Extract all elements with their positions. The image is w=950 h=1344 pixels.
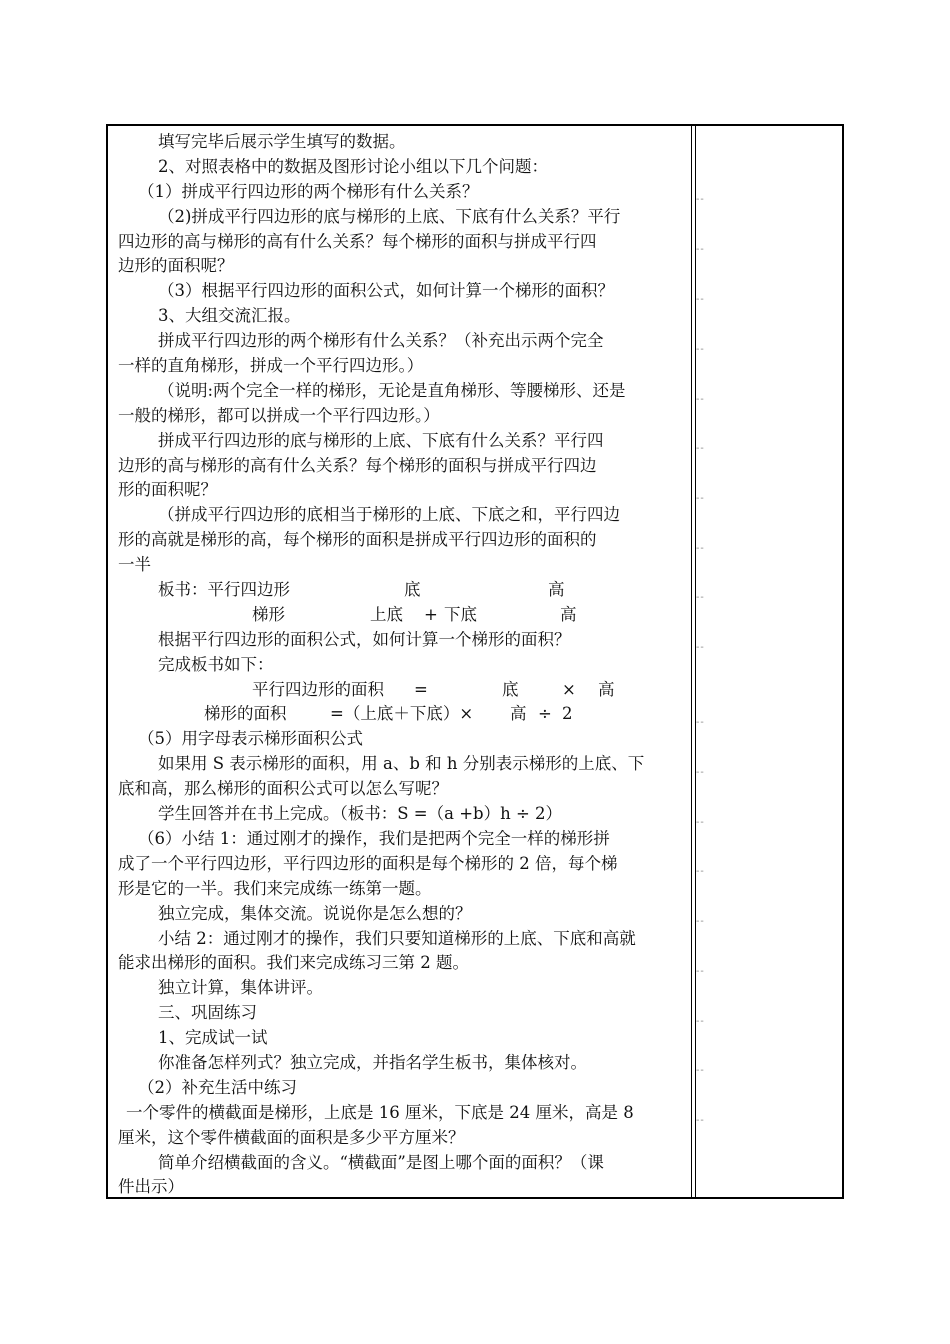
margin-mark: -- — [696, 642, 705, 653]
margin-mark: -- — [696, 194, 705, 205]
text-line: 独立完成，集体交流。说说你是怎么想的？ — [158, 903, 472, 923]
text-line: 边形的高与梯形的高有什么关系？每个梯形的面积与拼成平行四边 — [118, 455, 597, 475]
text-line: 形的面积呢？ — [118, 480, 217, 500]
text-line: 拼成平行四边形的底与梯形的上底、下底有什么关系？平行四 — [158, 430, 604, 450]
text-line: 件出示） — [118, 1177, 184, 1197]
margin-mark: -- — [696, 817, 705, 828]
text-line: 一半 — [118, 555, 151, 575]
formula-equals: = — [414, 679, 428, 699]
text-line: 学生回答并在书上完成。（板书：S =（a +b）h ÷ 2） — [158, 804, 563, 824]
margin-mark: -- — [696, 717, 705, 728]
margin-mark: -- — [696, 394, 705, 405]
text-line: 如果用 S 表示梯形的面积，用 a、b 和 h 分别表示梯形的上底、下 — [158, 754, 645, 774]
text-line: 简单介绍横截面的含义。“横截面”是图上哪个面的面积？（课 — [158, 1152, 604, 1172]
margin-mark: -- — [696, 1115, 705, 1126]
text-line: （6）小结 1：通过刚才的操作，我们是把两个完全一样的梯形拼 — [138, 828, 610, 848]
margin-mark: -- — [696, 592, 705, 603]
board-plus: + — [424, 604, 438, 624]
text-line: 四边形的高与梯形的高有什么关系？每个梯形的面积与拼成平行四 — [118, 231, 597, 251]
text-line: （3）根据平行四边形的面积公式，如何计算一个梯形的面积？ — [158, 281, 614, 301]
formula-two: 2 — [562, 704, 573, 724]
formula-parallelogram-area: 平行四边形的面积 — [252, 679, 384, 699]
text-line: 根据平行四边形的面积公式，如何计算一个梯形的面积？ — [158, 629, 571, 649]
formula-row-1 — [118, 678, 690, 703]
lesson-table — [106, 124, 844, 1199]
margin-mark: -- — [696, 443, 705, 454]
formula-divide: ÷ — [538, 704, 552, 724]
formula-height: 高 — [598, 679, 615, 699]
margin-mark: -- — [696, 493, 705, 504]
text-line: （说明:两个完全一样的梯形，无论是直角梯形、等腰梯形、还是 — [158, 380, 626, 400]
margin-mark: -- — [696, 244, 705, 255]
board-top-base: 上底 — [370, 604, 403, 624]
margin-mark: -- — [696, 1016, 705, 1027]
margin-mark: -- — [696, 1065, 705, 1076]
formula-trapezoid-area: 梯形的面积 — [204, 704, 287, 724]
text-line: 小结 2：通过刚才的操作，我们只要知道梯形的上底、下底和高就 — [158, 928, 636, 948]
text-line: 1、完成试一试 — [158, 1028, 268, 1048]
text-line: 成了一个平行四边形，平行四边形的面积是每个梯形的 2 倍，每个梯 — [118, 853, 618, 873]
text-line: 形的高就是梯形的高，每个梯形的面积是拼成平行四边形的面积的 — [118, 530, 597, 550]
text-line: 2、对照表格中的数据及图形讨论小组以下几个问题： — [158, 156, 548, 176]
margin-mark: -- — [696, 916, 705, 927]
board-height: 高 — [548, 580, 565, 600]
text-line: 底和高，那么梯形的面积公式可以怎么写呢？ — [118, 779, 448, 799]
formula-trap-height: 高 — [510, 704, 527, 724]
board-trap-height: 高 — [560, 604, 577, 624]
margin-mark: -- — [696, 767, 705, 778]
text-line: （5）用字母表示梯形面积公式 — [138, 729, 363, 749]
text-line: 一般的梯形，都可以拼成一个平行四边形。） — [118, 405, 440, 425]
formula-base: 底 — [502, 679, 519, 699]
margin-mark: -- — [696, 866, 705, 877]
text-line: 能求出梯形的面积。我们来完成练习三第 2 题。 — [118, 953, 469, 973]
formula-times: × — [562, 679, 576, 699]
formula-sum: =（上底＋下底）× — [330, 704, 474, 724]
formula-row-2 — [118, 702, 690, 727]
text-line: （1）拼成平行四边形的两个梯形有什么关系？ — [138, 181, 479, 201]
margin-mark: -- — [696, 344, 705, 355]
text-line: （2）补充生活中练习 — [138, 1077, 297, 1097]
text-line: 独立计算，集体讲评。 — [158, 978, 323, 998]
board-row-2 — [118, 603, 690, 628]
board-trapezoid: 梯形 — [252, 604, 285, 624]
text-line: （拼成平行四边形的底相当于梯形的上底、下底之和，平行四边 — [158, 505, 620, 525]
margin-mark: -- — [696, 294, 705, 305]
text-line: 一个零件的横截面是梯形，上底是 16 厘米，下底是 24 厘米，高是 8 — [126, 1102, 634, 1122]
board-bottom-base: 下底 — [444, 604, 477, 624]
text-line: 形是它的一半。我们来完成练一练第一题。 — [118, 878, 432, 898]
text-line: 边形的面积呢？ — [118, 256, 234, 276]
text-line: 你准备怎样列式？独立完成，并指名学生板书，集体核对。 — [158, 1052, 587, 1072]
column-divider-2 — [695, 126, 696, 1197]
text-line: 三、巩固练习 — [158, 1003, 257, 1023]
text-line: 拼成平行四边形的两个梯形有什么关系？（补充出示两个完全 — [158, 331, 604, 351]
column-divider — [691, 126, 692, 1197]
text-line: 3、大组交流汇报。 — [158, 306, 301, 326]
text-line: 一样的直角梯形，拼成一个平行四边形。） — [118, 356, 424, 376]
board-row-1 — [118, 578, 690, 603]
margin-mark: -- — [696, 966, 705, 977]
board-label: 板书：平行四边形 — [158, 580, 290, 600]
text-line: （2)拼成平行四边形的底与梯形的上底、下底有什么关系？平行 — [158, 206, 621, 226]
text-line: 填写完毕后展示学生填写的数据。 — [158, 132, 406, 151]
text-line: 完成板书如下： — [158, 654, 274, 674]
margin-mark: -- — [696, 543, 705, 554]
lesson-content — [118, 130, 690, 1200]
board-base: 底 — [404, 580, 421, 600]
text-line: 厘米，这个零件横截面的面积是多少平方厘米？ — [118, 1127, 465, 1147]
